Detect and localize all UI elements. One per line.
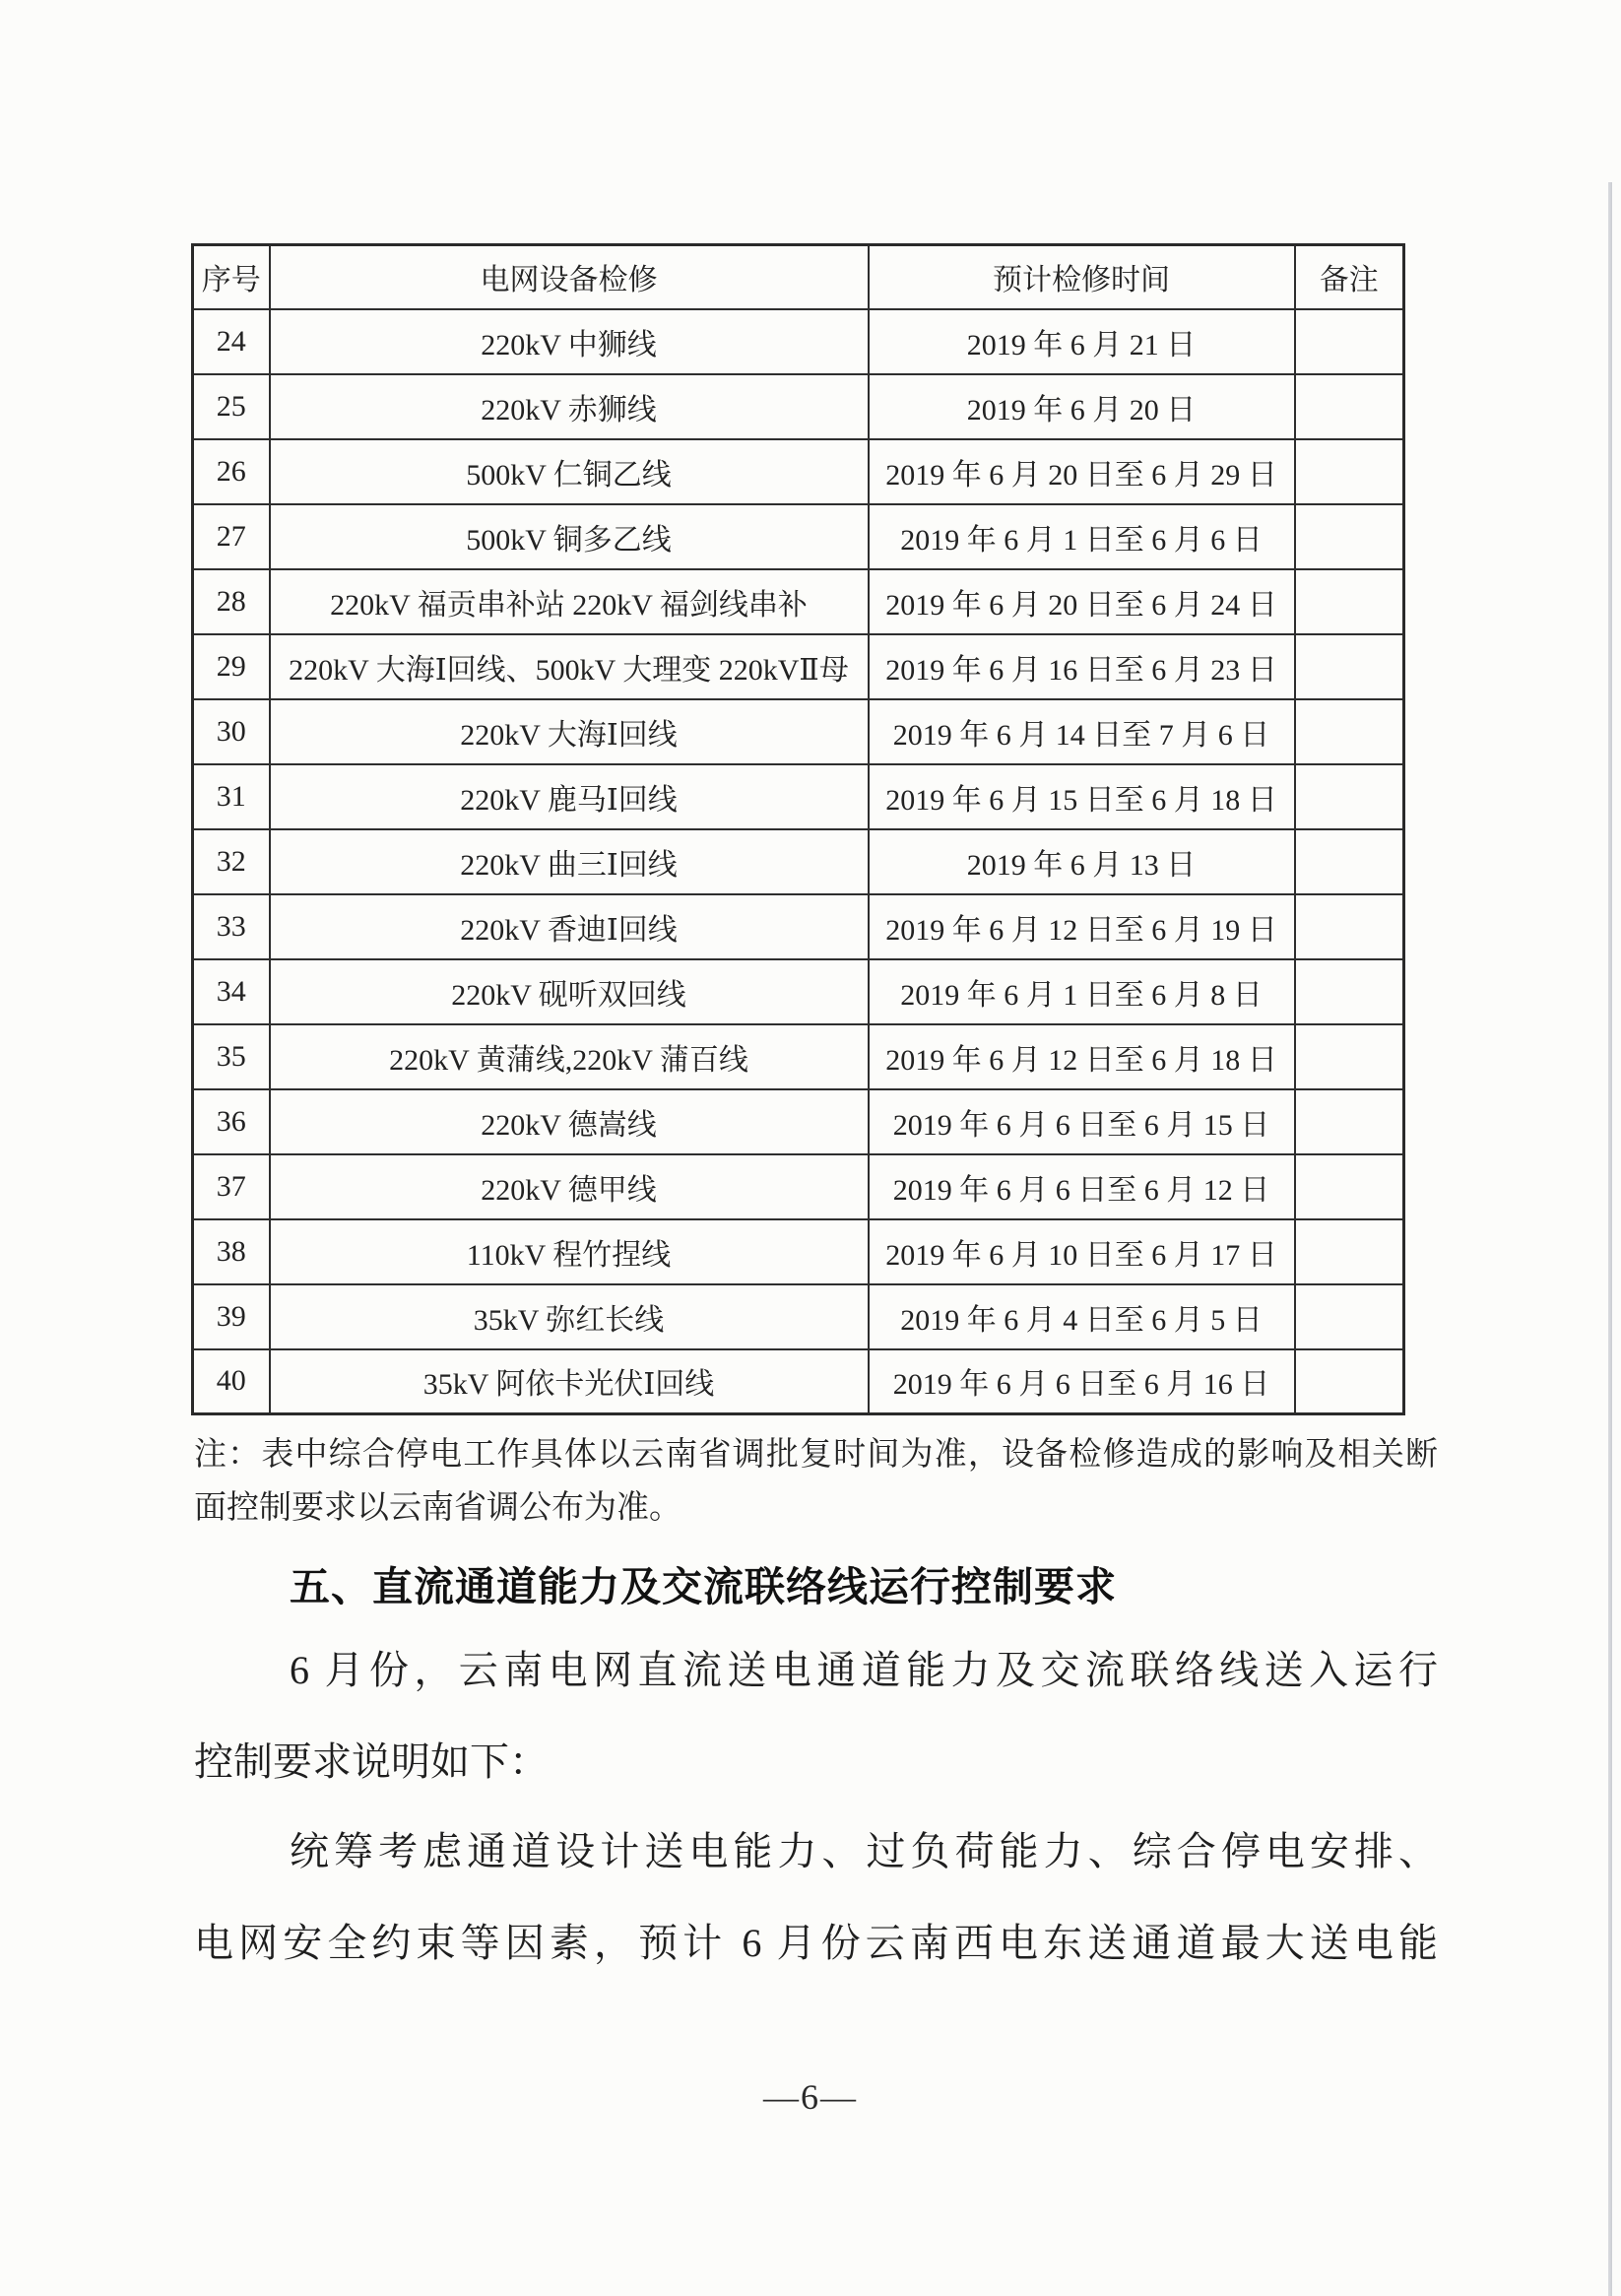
cell-remark xyxy=(1295,1089,1404,1154)
cell-time: 2019 年 6 月 14 日至 7 月 6 日 xyxy=(869,699,1295,764)
cell-index: 37 xyxy=(193,1154,270,1219)
cell-time: 2019 年 6 月 6 日至 6 月 15 日 xyxy=(869,1089,1295,1154)
maintenance-table xyxy=(191,243,1405,1415)
cell-remark xyxy=(1295,1284,1404,1349)
cell-equipment: 220kV 黄蒲线,220kV 蒲百线 xyxy=(270,1024,869,1089)
cell-index: 25 xyxy=(193,374,270,439)
cell-remark xyxy=(1295,374,1404,439)
cell-equipment: 110kV 程竹捏线 xyxy=(270,1219,869,1284)
scan-edge-shadow xyxy=(1608,182,1612,2296)
cell-remark xyxy=(1295,959,1404,1024)
cell-index: 34 xyxy=(193,959,270,1024)
table-row xyxy=(193,764,1404,829)
cell-index: 38 xyxy=(193,1219,270,1284)
cell-remark xyxy=(1295,439,1404,504)
cell-time: 2019 年 6 月 13 日 xyxy=(869,829,1295,894)
table-row xyxy=(193,569,1404,634)
cell-remark xyxy=(1295,634,1404,699)
cell-time: 2019 年 6 月 4 日至 6 月 5 日 xyxy=(869,1284,1295,1349)
table-row xyxy=(193,309,1404,374)
cell-index: 36 xyxy=(193,1089,270,1154)
cell-equipment: 220kV 德嵩线 xyxy=(270,1089,869,1154)
cell-equipment: 220kV 鹿马Ⅰ回线 xyxy=(270,764,869,829)
cell-equipment: 220kV 赤狮线 xyxy=(270,374,869,439)
cell-equipment: 220kV 砚听双回线 xyxy=(270,959,869,1024)
cell-index: 35 xyxy=(193,1024,270,1089)
cell-equipment: 35kV 弥红长线 xyxy=(270,1284,869,1349)
cell-time: 2019 年 6 月 21 日 xyxy=(869,309,1295,374)
cell-remark xyxy=(1295,1154,1404,1219)
cell-remark xyxy=(1295,309,1404,374)
cell-time: 2019 年 6 月 12 日至 6 月 19 日 xyxy=(869,894,1295,959)
paragraph2-line1: 统筹考虑通道设计送电能力、过负荷能力、综合停电安排、 xyxy=(290,1829,1438,1873)
cell-equipment: 220kV 曲三Ⅰ回线 xyxy=(270,829,869,894)
table-row xyxy=(193,1219,1404,1284)
cell-equipment: 220kV 德甲线 xyxy=(270,1154,869,1219)
cell-time: 2019 年 6 月 20 日 xyxy=(869,374,1295,439)
cell-time: 2019 年 6 月 20 日至 6 月 29 日 xyxy=(869,439,1295,504)
cell-equipment: 220kV 大海Ⅰ回线 xyxy=(270,699,869,764)
cell-index: 29 xyxy=(193,634,270,699)
cell-equipment: 220kV 大海Ⅰ回线、500kV 大理变 220kVⅡ母 xyxy=(270,634,869,699)
cell-time: 2019 年 6 月 1 日至 6 月 6 日 xyxy=(869,504,1295,569)
cell-index: 39 xyxy=(193,1284,270,1349)
table-row xyxy=(193,504,1404,569)
table-row xyxy=(193,374,1404,439)
cell-time: 2019 年 6 月 6 日至 6 月 16 日 xyxy=(869,1349,1295,1414)
cell-index: 28 xyxy=(193,569,270,634)
cell-time: 2019 年 6 月 1 日至 6 月 8 日 xyxy=(869,959,1295,1024)
table-row xyxy=(193,439,1404,504)
cell-remark xyxy=(1295,829,1404,894)
col-header-remark: 备注 xyxy=(1295,245,1404,309)
cell-remark xyxy=(1295,569,1404,634)
cell-index: 31 xyxy=(193,764,270,829)
cell-time: 2019 年 6 月 10 日至 6 月 17 日 xyxy=(869,1219,1295,1284)
table-row xyxy=(193,1154,1404,1219)
table-row xyxy=(193,1024,1404,1089)
table-row xyxy=(193,829,1404,894)
page-number: —6— xyxy=(763,2077,858,2117)
cell-equipment: 500kV 仁铜乙线 xyxy=(270,439,869,504)
cell-equipment: 500kV 铜多乙线 xyxy=(270,504,869,569)
cell-remark xyxy=(1295,1219,1404,1284)
maintenance-table-body xyxy=(193,309,1404,1414)
cell-time: 2019 年 6 月 16 日至 6 月 23 日 xyxy=(869,634,1295,699)
paragraph1-line2: 控制要求说明如下： xyxy=(194,1739,549,1784)
cell-time: 2019 年 6 月 6 日至 6 月 12 日 xyxy=(869,1154,1295,1219)
table-row xyxy=(193,894,1404,959)
table-header-row xyxy=(193,245,1404,309)
table-note-line2: 面控制要求以云南省调公布为准。 xyxy=(194,1490,681,1526)
cell-index: 26 xyxy=(193,439,270,504)
cell-time: 2019 年 6 月 12 日至 6 月 18 日 xyxy=(869,1024,1295,1089)
cell-remark xyxy=(1295,764,1404,829)
cell-remark xyxy=(1295,504,1404,569)
table-row xyxy=(193,1349,1404,1414)
cell-remark xyxy=(1295,894,1404,959)
table-row xyxy=(193,634,1404,699)
cell-index: 27 xyxy=(193,504,270,569)
table-row xyxy=(193,1284,1404,1349)
col-header-index: 序号 xyxy=(193,245,270,309)
paragraph2-line2: 电网安全约束等因素，预计 6 月份云南西电东送通道最大送电能 xyxy=(194,1921,1438,1965)
cell-index: 40 xyxy=(193,1349,270,1414)
col-header-equipment: 电网设备检修 xyxy=(270,245,869,309)
cell-index: 32 xyxy=(193,829,270,894)
table-row xyxy=(193,699,1404,764)
cell-equipment: 35kV 阿依卡光伏Ⅰ回线 xyxy=(270,1349,869,1414)
cell-remark xyxy=(1295,1024,1404,1089)
cell-equipment: 220kV 中狮线 xyxy=(270,309,869,374)
paragraph1-line1: 6 月份，云南电网直流送电通道能力及交流联络线送入运行 xyxy=(290,1648,1438,1692)
table-note-line1: 注：表中综合停电工作具体以云南省调批复时间为准，设备检修造成的影响及相关断 xyxy=(194,1437,1438,1473)
cell-index: 24 xyxy=(193,309,270,374)
cell-equipment: 220kV 福贡串补站 220kV 福剑线串补 xyxy=(270,569,869,634)
cell-equipment: 220kV 香迪Ⅰ回线 xyxy=(270,894,869,959)
cell-time: 2019 年 6 月 15 日至 6 月 18 日 xyxy=(869,764,1295,829)
cell-time: 2019 年 6 月 20 日至 6 月 24 日 xyxy=(869,569,1295,634)
section-heading: 五、直流通道能力及交流联络线运行控制要求 xyxy=(290,1564,1117,1609)
table-row xyxy=(193,959,1404,1024)
cell-index: 30 xyxy=(193,699,270,764)
table-row xyxy=(193,1089,1404,1154)
cell-remark xyxy=(1295,699,1404,764)
cell-index: 33 xyxy=(193,894,270,959)
cell-remark xyxy=(1295,1349,1404,1414)
col-header-time: 预计检修时间 xyxy=(869,245,1295,309)
